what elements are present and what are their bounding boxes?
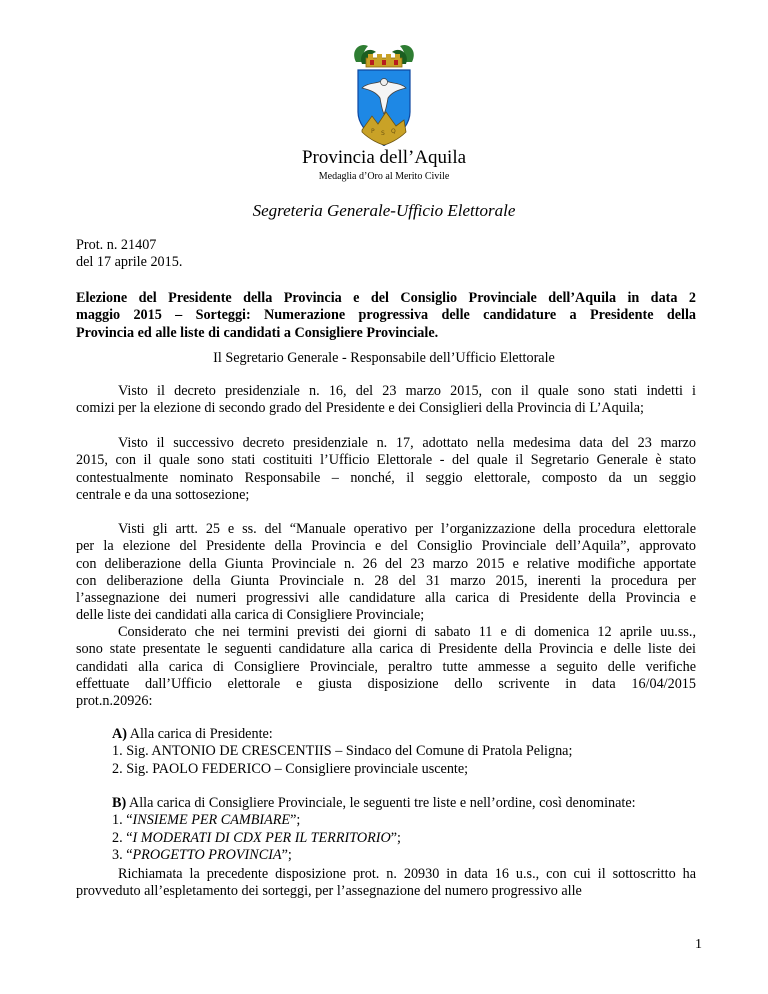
province-coat-of-arms	[348, 40, 420, 150]
issuer-line: Il Segretario Generale - Responsabile dell’Ufficio Elettorale	[213, 350, 555, 366]
paragraph-line: Visti gli artt. 25 e ss. del “Manuale operativo per l’organizzazione della procedura elettorale	[118, 521, 696, 537]
item-end: ”;	[390, 829, 401, 846]
paragraph-line: Considerato che nei termini previsti dei giorni di sabato 11 e di domenica 12 aprile uu.ss.,	[118, 624, 696, 640]
paragraph-visto-decreto-17	[76, 435, 696, 504]
office-heading: Segreteria Generale-Ufficio Elettorale	[252, 201, 516, 220]
list-council-lists	[112, 795, 712, 864]
list-heading	[112, 726, 712, 743]
title-line: maggio 2015 – Sorteggi: Numerazione progressiva delle candidature a Presidente della	[76, 307, 696, 324]
list-label: B)	[112, 795, 127, 811]
list-heading-text: Alla carica di Presidente:	[126, 726, 273, 742]
page-number: 1	[695, 937, 702, 952]
list-heading	[112, 795, 712, 812]
paragraph-considerato	[76, 624, 696, 710]
paragraph-line: Richiamata la precedente disposizione prot. n. 20930 in data 16 u.s., con cui il sottoscritto ha	[118, 866, 696, 882]
paragraph-line: candidati alla carica di Consigliere Provinciale, peraltro tutte ammesse a seguito delle verifiche	[76, 658, 696, 675]
list-item	[112, 812, 712, 829]
paragraph-line: effettuate dall’Ufficio elettorale e giusta disposizione dello scrivente in data 16/04/2015	[76, 675, 696, 692]
paragraph-line: provveduto all’espletamento dei sorteggi, per l’assegnazione del numero progressivo alle	[76, 883, 582, 900]
svg-text:Q: Q	[391, 128, 396, 135]
title-line: Provincia ed alle liste di candidati a Consigliere Provinciale.	[76, 324, 439, 341]
list-item: 2. Sig. PAOLO FEDERICO – Consigliere provinciale uscente;	[112, 760, 469, 777]
svg-text:S: S	[381, 130, 385, 137]
list-item	[112, 847, 712, 864]
province-name: Provincia dell’Aquila	[301, 147, 467, 168]
list-presidential-candidates	[112, 726, 712, 778]
item-name: INSIEME PER CAMBIARE	[132, 812, 291, 829]
paragraph-line: comizi per la elezione di secondo grado del Presidente e dei Consiglieri della Provincia di L’Aquila;	[76, 400, 644, 417]
paragraph-line: l’assegnazione dei numeri progressivi alle candidature alla carica di Presidente della Provincia e	[76, 590, 696, 607]
item-number: 1. “	[112, 812, 133, 829]
list-item	[112, 830, 712, 847]
paragraph-visto-decreto-16	[76, 383, 696, 418]
paragraph-line: con deliberazione della Giunta Provinciale n. 28 del 31 marzo 2015, inerenti la procedura per	[76, 572, 696, 589]
paragraph-line: con deliberazione della Giunta Provinciale n. 26 del 23 marzo 2015 e relative modifiche apportate	[76, 555, 696, 572]
document-title	[76, 290, 696, 342]
paragraph-line: prot.n.20926:	[76, 693, 153, 710]
paragraph-line: delle liste dei candidati alla carica di Consigliere Provinciale;	[76, 607, 425, 624]
title-line: Elezione del Presidente della Provincia e del Consiglio Provinciale dell’Aquila in data 2	[76, 290, 696, 306]
item-number: 3. “	[112, 846, 133, 863]
list-item: 1. Sig. ANTONIO DE CRESCENTIIS – Sindaco del Comune di Pratola Peligna;	[112, 743, 573, 760]
medal-subtitle: Medaglia d’Oro al Merito Civile	[318, 171, 450, 182]
list-label: A)	[112, 726, 127, 742]
svg-text:P: P	[371, 128, 375, 135]
paragraph-line: centrale e da una sottosezione;	[76, 486, 250, 503]
item-end: ”;	[290, 812, 301, 829]
paragraph-line: per la elezione del Presidente della Provincia e del Consiglio Provinciale dell’Aquila”, approvato	[76, 538, 696, 555]
item-name: PROGETTO PROVINCIA	[132, 846, 282, 863]
list-heading-text: Alla carica di Consigliere Provinciale, le seguenti tre liste e nell’ordine, così denominate:	[126, 795, 636, 811]
item-name: I MODERATI DI CDX PER IL TERRITORIO	[132, 829, 391, 846]
paragraph-line: Visto il decreto presidenziale n. 16, del 23 marzo 2015, con il quale sono stati indetti i	[118, 383, 696, 399]
protocol-number: Prot. n. 21407	[76, 237, 157, 253]
protocol-date: del 17 aprile 2015.	[76, 254, 183, 271]
paragraph-richiamata	[76, 866, 696, 901]
paragraph-visti-artt	[76, 521, 696, 625]
item-end: ”;	[281, 846, 292, 863]
protocol-block	[76, 237, 696, 272]
paragraph-line: contestualmente nominato Responsabile – nonché, il seggio elettorale, composto da un seggio	[76, 469, 696, 486]
item-number: 2. “	[112, 829, 133, 846]
paragraph-line: sono state presentate le seguenti candidature alla carica di Presidente della Provincia e delle liste dei	[76, 641, 696, 658]
paragraph-line: Visto il successivo decreto presidenziale n. 17, adottato nella medesima data del 23 marzo	[118, 435, 696, 451]
paragraph-line: 2015, con il quale sono stati costituiti l’Ufficio Elettorale - del quale il Segretario Generale è stato	[76, 452, 696, 469]
